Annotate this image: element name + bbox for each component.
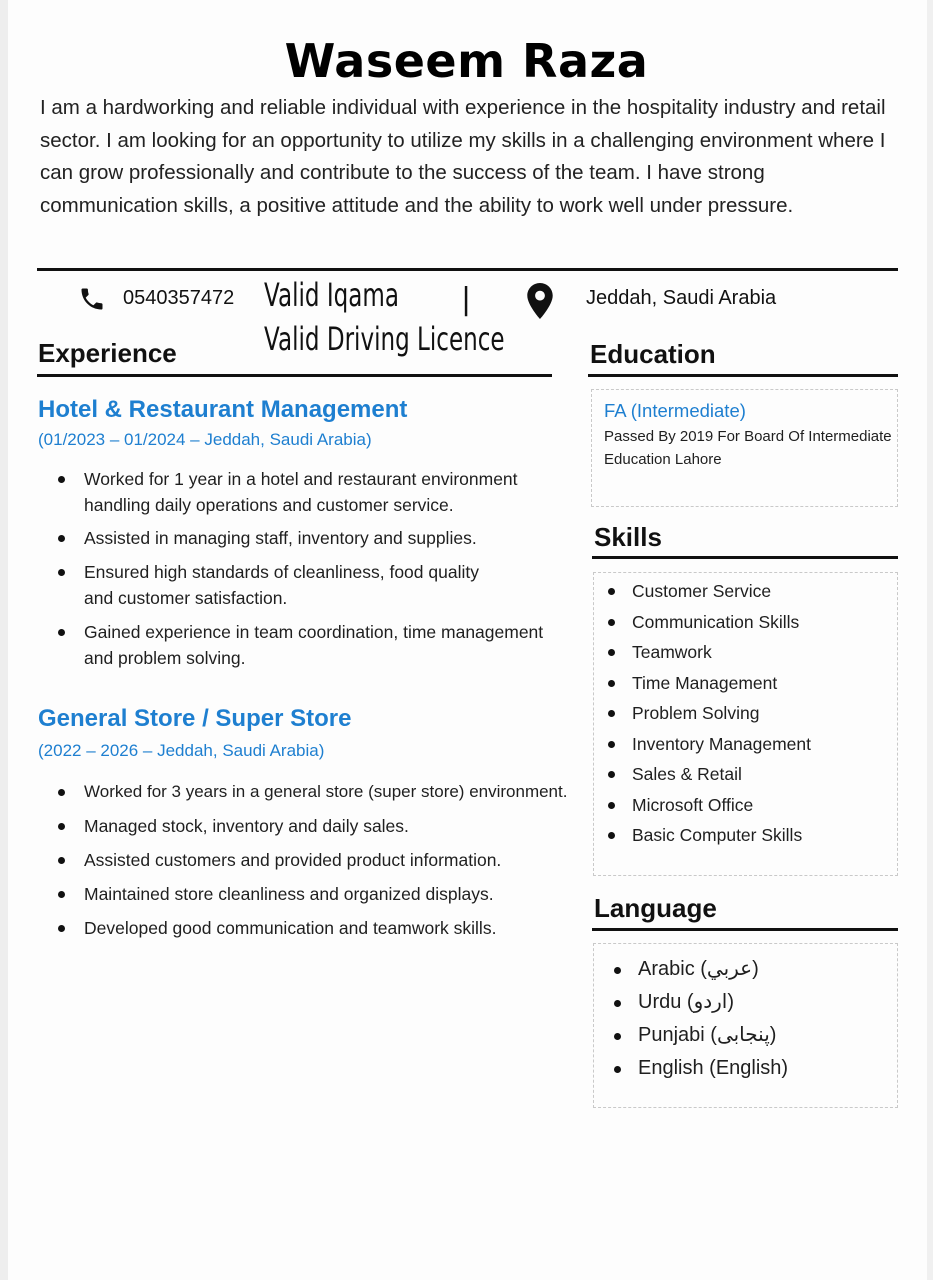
job-meta: (01/2023 – 01/2024 – Jeddah, Saudi Arabia)	[38, 430, 372, 449]
language-divider	[592, 928, 898, 931]
education-description: Passed By 2019 For Board Of Intermediate Education Lahore	[604, 428, 892, 468]
job-bullets	[54, 466, 559, 671]
job-meta: (2022 – 2026 – Jeddah, Saudi Arabia)	[38, 741, 325, 760]
list-item: Teamwork	[604, 637, 889, 668]
list-item: Managed stock, inventory and daily sales.	[54, 813, 584, 839]
list-item: Basic Computer Skills	[604, 820, 889, 851]
list-item: Inventory Management	[604, 729, 889, 760]
education-heading: Education	[590, 339, 716, 369]
job-title: General Store / Super Store	[38, 705, 352, 732]
header-divider	[37, 268, 898, 271]
skills-list	[604, 576, 889, 851]
map-pin-icon	[527, 283, 553, 319]
list-item: Communication Skills	[604, 607, 889, 638]
page-edge-right	[927, 0, 933, 1280]
list-item: Arabic (عربي)	[610, 953, 890, 986]
list-item: Worked for 3 years in a general store (super store) environment.	[54, 779, 584, 805]
page-edge-left	[0, 0, 8, 1280]
list-item: Customer Service	[604, 576, 889, 607]
list-item: English (English)	[610, 1052, 890, 1085]
list-item: Sales & Retail	[604, 759, 889, 790]
education-divider	[588, 374, 898, 377]
summary-paragraph: I am a hardworking and reliable individual with experience in the hospitality industry and retail sector. I am looking for an opportunity to utilize my skills in a challenging environment where I can grow professionally and contribute to the success of the team. I have strong communication skills, a positive attitude and the ability to work well under pressure.	[40, 96, 886, 217]
skills-heading: Skills	[594, 522, 662, 552]
candidate-name: Waseem Raza	[284, 34, 649, 88]
skills-divider	[592, 556, 898, 559]
list-item: Ensured high standards of cleanliness, food quality and customer satisfaction.	[54, 559, 504, 611]
list-item: Assisted customers and provided product information.	[54, 847, 584, 873]
experience-heading: Experience	[38, 338, 177, 368]
job-bullets	[54, 779, 584, 941]
list-item: Worked for 1 year in a hotel and restaurant environment handling daily operations and customer service.	[54, 466, 559, 518]
phone-icon	[78, 285, 106, 313]
education-title: FA (Intermediate)	[604, 400, 746, 421]
list-item: Gained experience in team coordination, time management and problem solving.	[54, 619, 559, 671]
driving-licence-status: Valid Driving Licence	[264, 320, 505, 358]
language-heading: Language	[594, 893, 717, 923]
location-text: Jeddah, Saudi Arabia	[586, 287, 777, 309]
iqama-status: Valid Iqama	[264, 276, 399, 314]
list-item: Assisted in managing staff, inventory and supplies.	[54, 525, 559, 551]
language-list	[610, 953, 890, 1085]
job-title: Hotel & Restaurant Management	[38, 396, 408, 423]
contact-separator: |	[461, 282, 472, 317]
list-item: Developed good communication and teamwork skills.	[54, 915, 584, 941]
experience-divider	[37, 374, 552, 377]
list-item: Maintained store cleanliness and organized displays.	[54, 881, 584, 907]
list-item: Punjabi (پنجابی)	[610, 1019, 890, 1052]
list-item: Time Management	[604, 668, 889, 699]
phone-number: 0540357472	[123, 287, 235, 309]
list-item: Problem Solving	[604, 698, 889, 729]
list-item: Urdu (اردو)	[610, 986, 890, 1019]
list-item: Microsoft Office	[604, 790, 889, 821]
